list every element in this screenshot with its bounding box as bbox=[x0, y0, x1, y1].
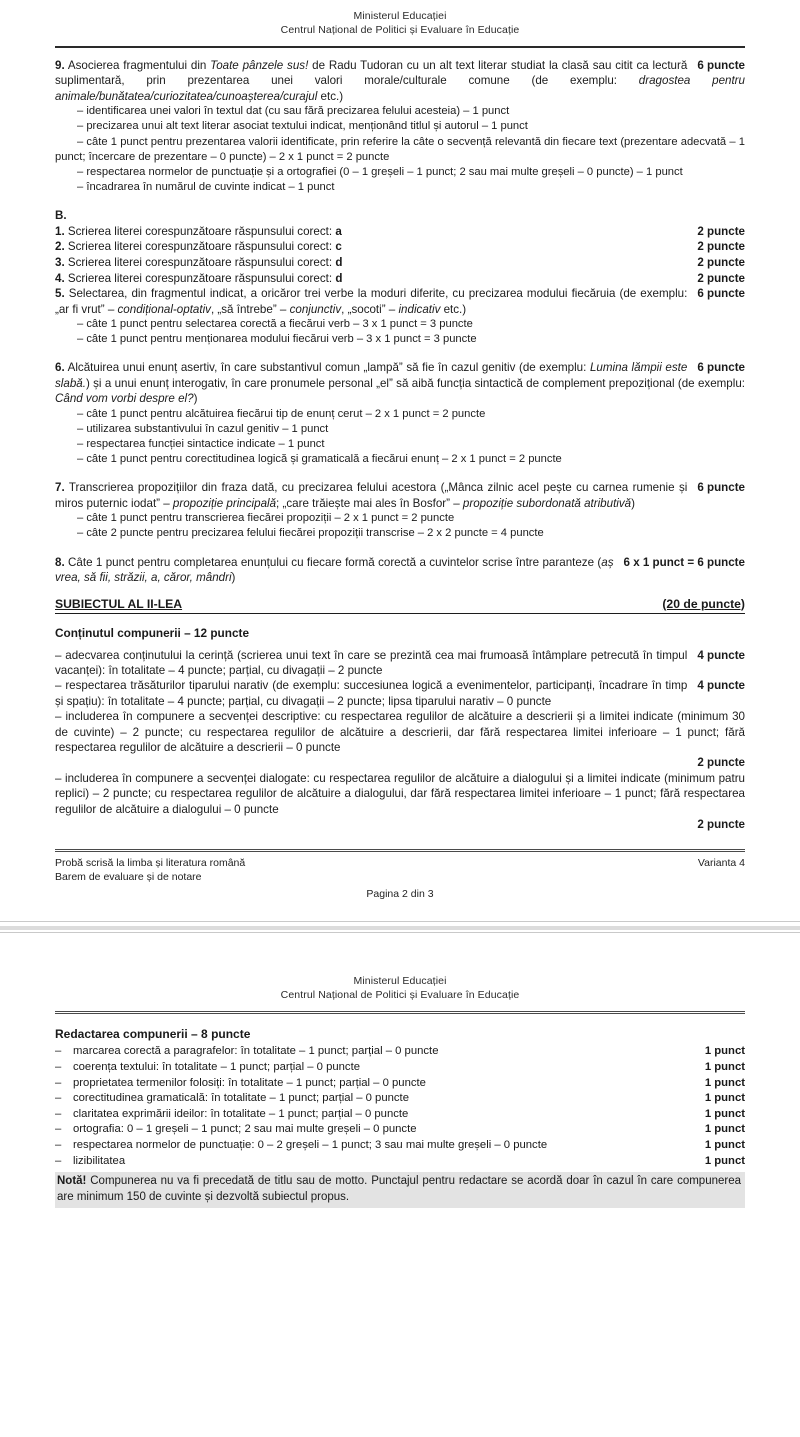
criterion-narrative-pattern bbox=[55, 678, 745, 709]
bullet-dash: – bbox=[55, 1138, 62, 1151]
item-b3-points: 2 puncte bbox=[697, 256, 745, 270]
footer-page-number: Pagina 2 din 3 bbox=[366, 888, 434, 901]
document-page-2 bbox=[0, 939, 800, 1208]
redactare-row-text: lizibilitatea bbox=[73, 1154, 126, 1167]
criterion-points: 2 puncte bbox=[697, 756, 745, 770]
item-6-bullet: – câte 1 punct pentru alcătuirea fiecărui tip de enunț cerut – 2 x 1 punct = 2 puncte bbox=[77, 407, 486, 420]
criterion-descriptive-sequence bbox=[55, 709, 745, 755]
redactare-row bbox=[55, 1076, 745, 1092]
criterion-points: 4 puncte bbox=[697, 648, 745, 662]
ministry-line: Ministerul Educației bbox=[353, 10, 447, 22]
redactare-row bbox=[55, 1107, 745, 1123]
item-b1-points: 2 puncte bbox=[697, 224, 745, 238]
item-b4-answer: d bbox=[335, 271, 343, 285]
institutional-header-2 bbox=[55, 975, 745, 1002]
institutional-header bbox=[55, 10, 745, 37]
item-5-number: 5. bbox=[55, 287, 65, 301]
item-9 bbox=[55, 58, 745, 195]
item-9-number: 9. bbox=[55, 59, 65, 72]
redactare-row bbox=[55, 1154, 745, 1170]
item-5 bbox=[55, 286, 745, 347]
header-divider-2 bbox=[55, 1011, 745, 1014]
item-b3 bbox=[55, 255, 745, 271]
bullet-dash: – bbox=[55, 1107, 62, 1120]
bullet-dash: – bbox=[55, 1092, 62, 1105]
footer-scheme-label: Barem de evaluare și de notare bbox=[55, 871, 202, 884]
item-6-text-c: ) bbox=[193, 392, 198, 406]
item-b2-answer: c bbox=[335, 240, 342, 254]
redactare-row-text: respectarea normelor de punctuație: 0 – 2 greșeli – 1 punct; 3 sau mai multe greșeli – 0 puncte bbox=[73, 1138, 548, 1151]
page-separator bbox=[0, 917, 800, 939]
item-b3-answer: d bbox=[335, 256, 343, 270]
item-8-points: 6 x 1 punct = 6 puncte bbox=[623, 555, 745, 569]
item-b3-number: 3. bbox=[55, 256, 65, 270]
criterion-text: – adecvarea conținutului la cerință (scrierea unui text în care se prezintă cea mai frumoasă întâmplare petrecută în timpul vacanței): în totalitate – 4 puncte; parțial, cu divagații – 2 puncte bbox=[55, 648, 688, 677]
item-6-bullet: – câte 1 punct pentru corectitudinea logică și gramaticală a fiecărui enunț – 2 x 1 punct = 2 puncte bbox=[77, 453, 562, 466]
item-6-italic-2: Când vom vorbi despre el? bbox=[55, 392, 194, 406]
redactare-row-points: 1 punct bbox=[704, 1123, 745, 1136]
item-b2-label: Scrierea literei corespunzătoare răspunsului corect: bbox=[64, 240, 336, 254]
redactare-row bbox=[55, 1044, 745, 1060]
center-line: Centrul Național de Politici și Evaluare în Educație bbox=[280, 23, 520, 36]
item-6-italic-1: Lumina lămpii este slabă. bbox=[55, 361, 688, 390]
redactare-row bbox=[55, 1138, 745, 1154]
item-7-statement bbox=[55, 480, 745, 511]
item-b4-text bbox=[55, 271, 342, 287]
item-6-bullet: – utilizarea substantivului în cazul genitiv – 1 punct bbox=[77, 422, 329, 435]
item-9-bullet: – identificarea unei valori în textul dat (cu sau fără precizarea felului acesteia) – 1 punct bbox=[77, 105, 510, 118]
item-8-text-a: Câte 1 punct pentru completarea enunțului cu fiecare formă corectă a cuvintelor scrise între paranteze ( bbox=[64, 555, 602, 569]
ministry-line: Ministerul Educației bbox=[353, 975, 447, 988]
section-b-label: B. bbox=[55, 209, 67, 223]
criterion-dialogue-sequence bbox=[55, 771, 745, 817]
item-7-bullet: – câte 2 puncte pentru precizarea felului fiecărei propoziții transcrise – 2 x 2 puncte = 4 puncte bbox=[77, 527, 544, 540]
item-6-number: 6. bbox=[55, 361, 65, 375]
item-9-bullet: – câte 1 punct pentru prezentarea valorii identificate, prin referire la câte o secvență relevantă din fiecare text (prezentare adecvată – 1 punct; încercare de prezentare – 0 puncte) – 2 x 1 punct = 2 puncte bbox=[55, 135, 745, 163]
item-9-bullet: – respectarea normelor de punctuație și a ortografiei (0 – 1 greșeli – 1 punct; 2 sau mai multe greșeli – 0 puncte) – 1 punct bbox=[77, 166, 683, 179]
item-9-text-b: de Radu Tudoran cu un alt text literar studiat la clasă sau citit ca lectură suplimentară, prin prezentarea unei valori morale/culturale comune (de exemplu: bbox=[55, 59, 688, 88]
redactare-row-text: coerența textului: în totalitate – 1 punct; parțial – 0 puncte bbox=[73, 1060, 361, 1073]
redactare-title: Redactarea compunerii – 8 puncte bbox=[55, 1027, 251, 1042]
redactare-row-text: claritatea exprimării ideilor: în totalitate – 1 punct; parțial – 0 puncte bbox=[73, 1107, 409, 1120]
item-5-bullet: – câte 1 punct pentru selectarea corectă a fiecărui verb – 3 x 1 punct = 3 puncte bbox=[77, 318, 473, 331]
item-6-text-b: ) și a unui enunț interogativ, în care pronumele personal „el” să aibă funcția sintactică de complement prepozițional (de exemplu: bbox=[85, 376, 745, 390]
center-line: Centrul Național de Politici și Evaluare în Educație bbox=[280, 988, 520, 1001]
subject-2-title: SUBIECTUL AL II-LEA bbox=[55, 596, 183, 611]
note-box bbox=[55, 1172, 745, 1208]
item-7-points: 6 puncte bbox=[697, 481, 745, 495]
item-b1-text bbox=[55, 224, 342, 240]
redactare-row bbox=[55, 1122, 745, 1138]
bullet-dash: – bbox=[55, 1123, 62, 1136]
item-b4 bbox=[55, 271, 745, 287]
subject-2-points: (20 de puncte) bbox=[662, 596, 745, 611]
footer-divider bbox=[55, 849, 745, 852]
item-5-text-d: etc.) bbox=[440, 302, 467, 316]
item-6 bbox=[55, 360, 745, 467]
item-5-text-c: , „socoti” – bbox=[341, 302, 399, 316]
item-9-statement bbox=[55, 58, 745, 104]
footer-variant: Varianta 4 bbox=[697, 857, 745, 870]
item-9-points: 6 puncte bbox=[697, 59, 745, 72]
criterion-points: 4 puncte bbox=[697, 679, 745, 693]
item-b4-points: 2 puncte bbox=[697, 271, 745, 285]
note-label: Notă! bbox=[57, 1175, 87, 1188]
redactare-row-text: proprietatea termenilor folosiți: în totalitate – 1 punct; parțial – 0 puncte bbox=[73, 1076, 426, 1089]
item-9-text-c: etc.) bbox=[317, 89, 344, 103]
item-b1-number: 1. bbox=[55, 224, 65, 238]
item-6-points: 6 puncte bbox=[697, 361, 745, 375]
item-b1 bbox=[55, 224, 745, 240]
footer-exam-label: Probă scrisă la limba și literatura română bbox=[55, 857, 246, 870]
item-7-text-c: ) bbox=[631, 496, 635, 510]
item-8-statement bbox=[55, 555, 745, 586]
criterion-text: – includerea în compunere a secvenței descriptive: cu respectarea regulilor de alcătuire a descrierii și a limitei indicate (minimum 30 de cuvinte) – 2 puncte; cu respectarea regulilor de alcătuire a descrierii, dar fără respectarea limitei inferioare – 1 punct; fără respectarea regulilor de alcătuire a descrierii – 0 puncte bbox=[55, 710, 745, 754]
item-5-italic-2: conjunctiv bbox=[289, 302, 342, 316]
item-6-statement bbox=[55, 360, 745, 406]
item-5-bullet: – câte 1 punct pentru menționarea modului fiecărui verb – 3 x 1 punct = 3 puncte bbox=[77, 333, 477, 346]
redactare-row-text: marcarea corectă a paragrafelor: în totalitate – 1 punct; parțial – 0 puncte bbox=[73, 1045, 439, 1058]
redactare-row-points: 1 punct bbox=[704, 1107, 745, 1120]
redactare-row-points: 1 punct bbox=[704, 1060, 745, 1073]
item-b2 bbox=[55, 239, 745, 255]
header-divider bbox=[55, 46, 745, 48]
item-5-text-a: Selectarea, din fragmentul indicat, a oricăror trei verbe la moduri diferite, cu precizarea modului fiecăruia (de exemplu: „ar fi vrut” – bbox=[55, 287, 688, 316]
item-7 bbox=[55, 480, 745, 541]
subject-2-subtitle: Conținutul compunerii – 12 puncte bbox=[55, 625, 250, 640]
item-b2-number: 2. bbox=[55, 240, 65, 254]
item-6-text-a: Alcătuirea unui enunț asertiv, în care substantivul comun „lampă” să fie în cazul genitiv (de exemplu: bbox=[64, 361, 590, 375]
redactare-row-text: ortografia: 0 – 1 greșeli – 1 punct; 2 sau mai multe greșeli – 0 puncte bbox=[73, 1123, 417, 1136]
item-b4-number: 4. bbox=[55, 271, 65, 285]
item-8-number: 8. bbox=[55, 555, 65, 569]
item-9-bullet: – încadrarea în numărul de cuvinte indicat – 1 punct bbox=[77, 181, 335, 194]
note-text: Compunerea nu va fi precedată de titlu sau de motto. Punctajul pentru redactare se acordă doar în cazul în care compunerea are minimum 150 de cuvinte și dezvoltă subiectul propus. bbox=[57, 1175, 741, 1203]
item-7-italic-2: propoziție subordonată atributivă bbox=[462, 496, 632, 510]
criterion-content-adequacy bbox=[55, 648, 745, 679]
item-5-statement bbox=[55, 286, 745, 317]
item-9-text-a: Asocierea fragmentului din bbox=[64, 59, 211, 72]
redactare-row-points: 1 punct bbox=[704, 1154, 745, 1167]
item-b1-answer: a bbox=[335, 224, 342, 238]
redactare-row-points: 1 punct bbox=[704, 1092, 745, 1105]
item-b2-points: 2 puncte bbox=[697, 240, 745, 254]
redactare-row-points: 1 punct bbox=[704, 1138, 745, 1151]
item-b3-text bbox=[55, 255, 342, 271]
item-5-points: 6 puncte bbox=[697, 287, 745, 301]
item-8-text-b: ) bbox=[231, 571, 236, 585]
item-b2-text bbox=[55, 239, 342, 255]
item-9-title: Toate pânzele sus! bbox=[210, 59, 309, 72]
bullet-dash: – bbox=[55, 1076, 62, 1089]
criterion-text: – includerea în compunere a secvenței dialogate: cu respectarea regulilor de alcătuire a dialogului și a limitei indicate (minimum patru replici) – 2 puncte; cu respectarea regulilor de alcătuire a dialogului, dar fără respectarea limitei inferioare – 1 punct; fără respectarea regulilor de alcătuire a dialogului – 0 puncte bbox=[55, 771, 745, 816]
footer-top-row bbox=[55, 856, 745, 870]
item-5-italic-1: condițional-optativ bbox=[117, 302, 211, 316]
item-7-italic-1: propoziție principală bbox=[172, 496, 277, 510]
redactare-row-points: 1 punct bbox=[704, 1045, 745, 1058]
redactare-row-text: corectitudinea gramaticală: în totalitate – 1 punct; parțial – 0 puncte bbox=[73, 1092, 409, 1105]
redactare-row bbox=[55, 1060, 745, 1076]
item-7-text-a: Transcrierea propozițiilor din fraza dată, cu precizarea felului acestora („Mânca zilnic acel pește cu carnea rumenie și miros puternic iodat” – bbox=[55, 481, 688, 510]
item-5-italic-3: indicativ bbox=[398, 302, 441, 316]
item-b4-label: Scrierea literei corespunzătoare răspunsului corect: bbox=[64, 271, 336, 285]
criterion-text: – respectarea trăsăturilor tiparului narativ (de exemplu: succesiunea logică a evenimentelor, participanți, încadrare în timp și spațiu): în totalitate – 4 puncte; parțial, cu divagații – 2 puncte; lipsa tiparului narativ – 0 puncte bbox=[55, 679, 688, 708]
criterion-points: 2 puncte bbox=[697, 817, 745, 831]
item-9-example: dragostea pentru animale/bunătatea/curiozitatea/cunoașterea/curajul bbox=[55, 74, 745, 103]
item-b1-label: Scrierea literei corespunzătoare răspunsului corect: bbox=[64, 224, 336, 238]
item-7-number: 7. bbox=[55, 481, 65, 495]
redactare-row bbox=[55, 1091, 745, 1107]
redactare-row-points: 1 punct bbox=[704, 1076, 745, 1089]
subject-2-heading bbox=[55, 596, 745, 614]
item-8-italic-1: aș vrea, să fii, străzii, a, căror, mândri bbox=[55, 555, 614, 585]
item-7-text-b: ; „care trăiește mai ales în Bosfor” – bbox=[276, 496, 463, 510]
item-9-bullet: – precizarea unui alt text literar asociat textului indicat, menționând titlul și autorul – 1 punct bbox=[77, 120, 528, 133]
item-8 bbox=[55, 555, 745, 586]
item-5-text-b: , „să întrebe” – bbox=[210, 302, 290, 316]
item-b3-label: Scrierea literei corespunzătoare răspunsului corect: bbox=[64, 256, 336, 270]
item-6-bullet: – respectarea funcției sintactice indicate – 1 punct bbox=[77, 438, 325, 451]
bullet-dash: – bbox=[55, 1154, 62, 1167]
bullet-dash: – bbox=[55, 1045, 62, 1058]
bullet-dash: – bbox=[55, 1060, 62, 1073]
item-7-bullet: – câte 1 punct pentru transcrierea fiecărei propoziții – 2 x 1 punct = 2 puncte bbox=[77, 512, 455, 525]
